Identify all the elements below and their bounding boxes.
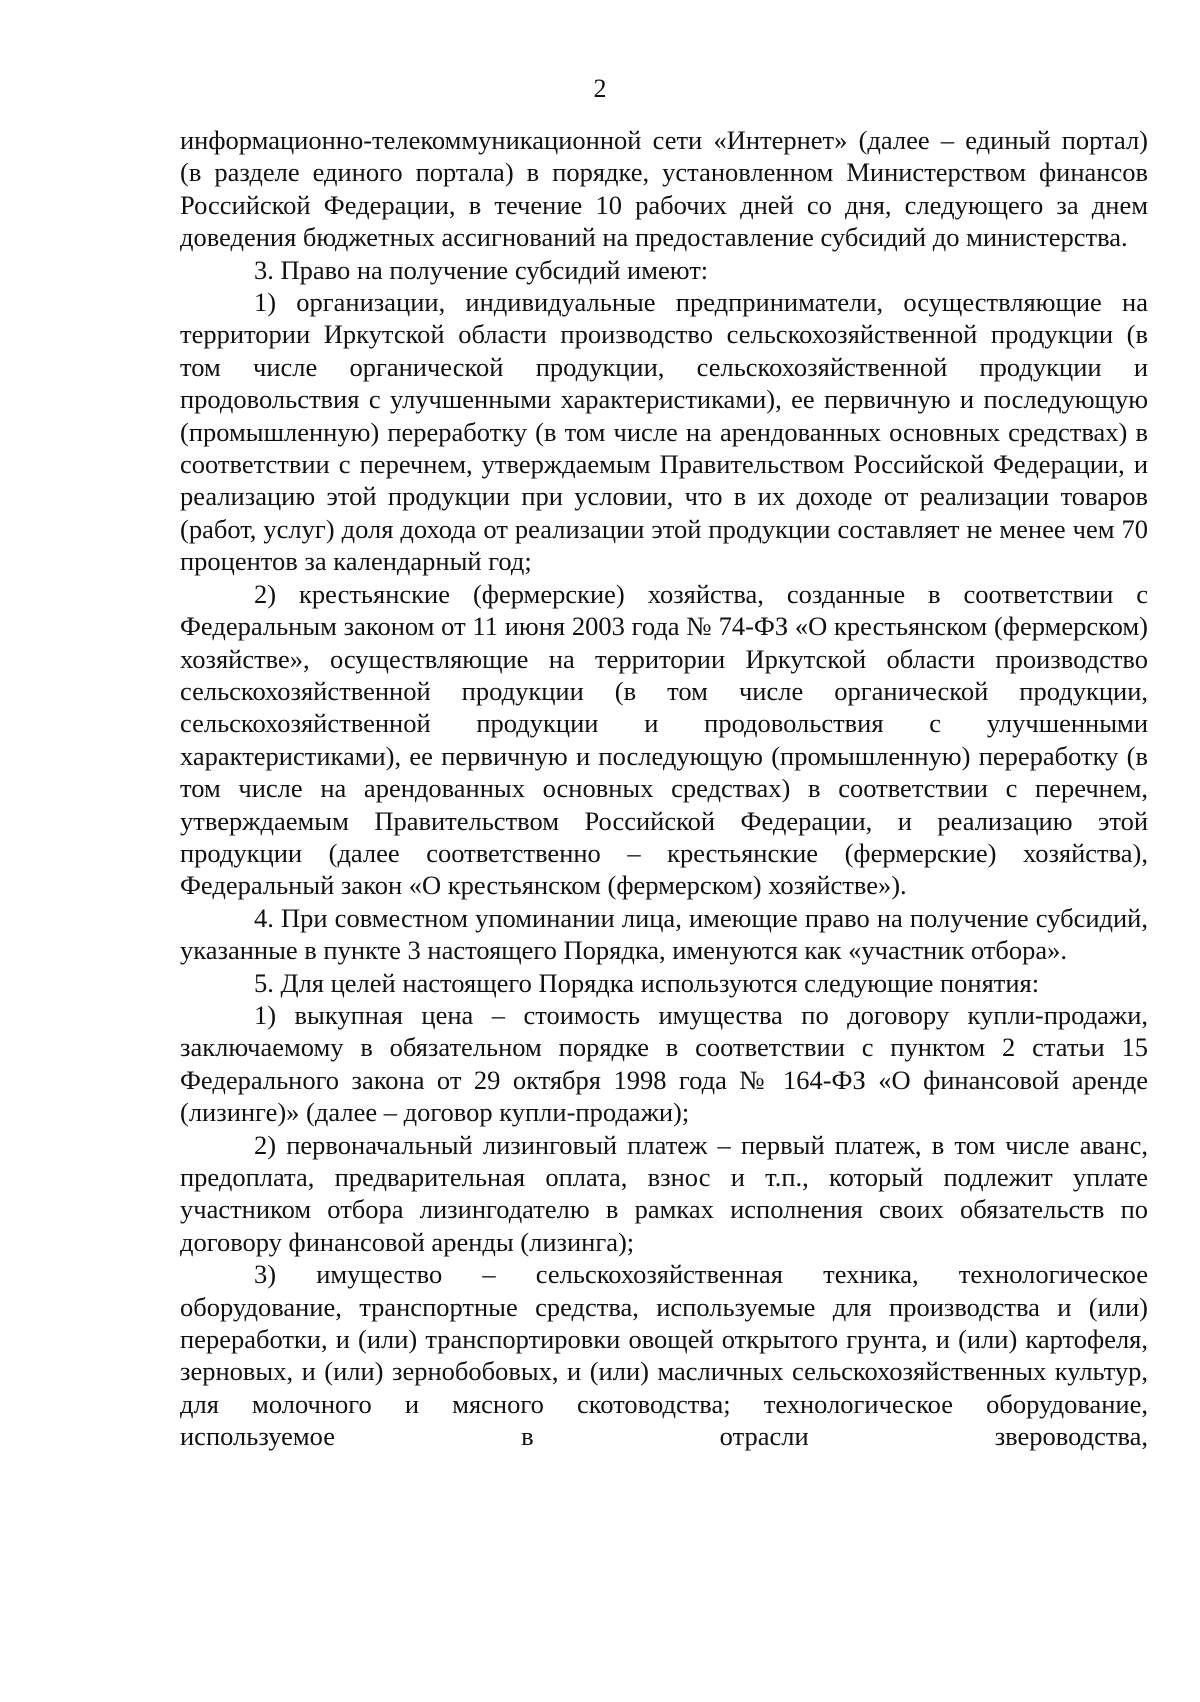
paragraph-item-3-1: 1) организации, индивидуальные предприниматели, осуществляющие на территории Иркутской области производство сельскохозяйственной продукции (в том числе органической продукции, сельскохозяйственной продукции и продовольствия с улучшенными характеристиками), ее первичную и последующую (промышленную) переработку (в том числе на арендованных основных средствах) в соответствии с перечнем, утверждаемым Правительством Российской Федерации, и реализацию этой продукции при условии, что в их доходе от реализации товаров (работ, услуг) доля дохода от реализации этой продукции составляет не менее чем 70 процентов за календарный год; bbox=[180, 287, 1148, 577]
paragraph-item-5-3: 3) имущество – сельскохозяйственная техника, технологическое оборудование, транспортные средства, используемые для производства и (или) переработки, и (или) транспортировки овощей открытого грунта, и (или) картофеля, зерновых, и (или) зернобобовых, и (или) масличных сельскохозяйственных культур, для молочного и мясного скотоводства; технологическое оборудование, используемое в отрасли звероводства, bbox=[180, 1259, 1148, 1452]
page-number: 2 bbox=[593, 74, 607, 103]
paragraph-item-3-2: 2) крестьянские (фермерские) хозяйства, созданные в соответствии с Федеральным законом от 11 июня 2003 года № 74-ФЗ «О крестьянском (фермерском) хозяйстве», осуществляющие на территории Иркутской области производство сельскохозяйственной продукции (в том числе органической продукции, сельскохозяйственной продукции и продовольствия с улучшенными характеристиками), ее первичную и последующую (промышленную) переработку (в том числе на арендованных основных средствах) в соответствии с перечнем, утверждаемым Правительством Российской Федерации, и реализацию этой продукции (далее соответственно – крестьянские (фермерские) хозяйства), Федеральный закон «О крестьянском (фермерском) хозяйстве»). bbox=[180, 578, 1148, 901]
paragraph-item-3: 3. Право на получение субсидий имеют: bbox=[254, 254, 709, 285]
document-body bbox=[180, 124, 1148, 1453]
paragraph-item-5-2: 2) первоначальный лизинговый платеж – первый платеж, в том числе аванс, предоплата, предварительная оплата, взнос и т.п., который подлежит уплате участником отбора лизингодателю в рамках исполнения своих обязательств по договору финансовой аренды (лизинга); bbox=[180, 1129, 1148, 1257]
paragraph-item-5-1: 1) выкупная цена – стоимость имущества по договору купли-продажи, заключаемому в обязательном порядке в соответствии с пунктом 2 статьи 15 Федерального закона от 29 октября 1998 года № 164-ФЗ «О финансовой аренде (лизинге)» (далее – договор купли-продажи); bbox=[180, 999, 1148, 1128]
paragraph-item-5: 5. Для целей настоящего Порядка используются следующие понятия: bbox=[254, 967, 1040, 998]
paragraph-continuation: информационно-телекоммуникационной сети «Интернет» (далее – единый портал) (в разделе единого портала) в порядке, установленном Министерством финансов Российской Федерации, в течение 10 рабочих дней со дня, следующего за днем доведения бюджетных ассигнований на предоставление субсидий до министерства. bbox=[180, 125, 1148, 253]
paragraph-item-4: 4. При совместном упоминании лица, имеющие право на получение субсидий, указанные в пункте 3 настоящего Порядка, именуются как «участник отбора». bbox=[180, 902, 1148, 966]
